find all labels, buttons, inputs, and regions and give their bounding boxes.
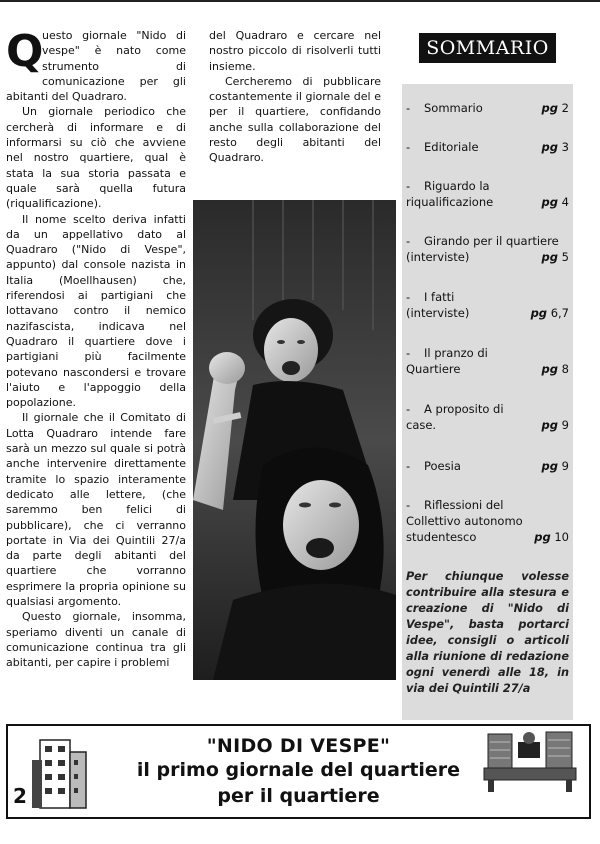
toc-dash: -	[406, 140, 411, 154]
toc-page-num: 9	[561, 459, 569, 473]
office-desk-icon	[480, 728, 580, 794]
toc-label: Riflessioni del	[424, 498, 504, 512]
toc-pg: pg	[541, 101, 559, 115]
toc-dash: -	[406, 290, 411, 304]
toc-page-num: 10	[554, 530, 569, 544]
article-column-left	[6, 28, 186, 670]
page-top-rule	[0, 0, 600, 2]
banner-subtitle-2: per il quartiere	[217, 785, 380, 807]
article-paragraph-4: Il giornale che il Comitato di Lotta Quadraro intende fare sarà un mezzo sul quale si potrà anche intervenire direttamente tramite lo spazio interamente dedicato alle lettere, (che saremmo ben felici di pubblicare), che ci verranno portate in Via dei Quintili 27/a da parte degli abitanti del quartiere che vorranno esprimere la propria opinione su qualsiasi argomento.	[6, 411, 186, 608]
toc-pg: pg	[541, 195, 559, 209]
toc-item	[402, 100, 573, 116]
toc-pg: pg	[541, 459, 559, 473]
protest-photo-image	[193, 200, 396, 680]
toc-item	[402, 458, 573, 474]
toc-label: Sommario	[424, 101, 483, 115]
toc-dash: -	[406, 234, 411, 248]
toc-item	[402, 345, 573, 377]
toc-label: Girando per il quartiere	[424, 234, 559, 248]
toc-dash: -	[406, 101, 411, 115]
toc-page-num: 5	[561, 250, 569, 264]
toc-label: A proposito di	[424, 402, 504, 416]
bottom-banner	[6, 724, 591, 819]
article-paragraph-3: Il nome scelto deriva infatti da un appellativo dato al Quadraro ("Nido di Vespe", appunto) dal console nazista in Italia (Moellhausen) che, riferendosi ai partigiani che lottavano contro il nemico nazifascista, indicava nel Quadraro il quartiere dove i partigiani più facilmente potevano nascondersi e trovare l'aiuto e l'appoggio della popolazione.	[6, 212, 186, 410]
toc-page-num: 3	[561, 140, 569, 154]
toc-label-2: Quartiere	[406, 362, 461, 376]
article-paragraph-5-continued: del Quadraro e cercare nel nostro piccolo di risolverli tutti insieme.	[209, 29, 381, 73]
toc-dash: -	[406, 459, 411, 473]
toc-label: I fatti	[424, 290, 455, 304]
toc-label: Editoriale	[424, 140, 479, 154]
article-column-middle	[209, 28, 381, 166]
toc-dash: -	[406, 402, 411, 416]
toc-page-num: 8	[561, 362, 569, 376]
article-paragraph-1: uesto giornale "Nido di vespe" è nato come strumento di comunicazione per gli abitanti del Quadraro.	[6, 29, 186, 104]
toc-item	[402, 289, 573, 321]
toc-page-num: 6,7	[550, 306, 569, 320]
toc-pg: pg	[541, 140, 559, 154]
article-paragraph-2: Un giornale periodico che cercherà di informare e di informarsi su ciò che avviene nel nostro quartiere, qual è stata la sua storia passata e quale sarà quella futura (riqualificazione).	[6, 105, 186, 211]
toc-dash: -	[406, 498, 411, 512]
toc-item	[402, 139, 573, 155]
toc-pg: pg	[534, 530, 551, 544]
toc-page-num: 9	[561, 418, 569, 432]
toc-item	[402, 178, 573, 210]
toc-pg: pg	[541, 250, 559, 264]
toc-item	[402, 401, 573, 433]
toc-label-2: riqualificazione	[406, 195, 494, 209]
toc-item	[402, 233, 573, 265]
toc-page-num: 2	[561, 101, 569, 115]
toc-pg: pg	[530, 306, 548, 320]
toc-dash: -	[406, 346, 411, 360]
toc-pg: pg	[541, 362, 559, 376]
toc-label-2: (interviste)	[406, 250, 470, 264]
banner-title: "NIDO DI VESPE"	[206, 735, 391, 757]
drop-cap: Q	[6, 26, 44, 77]
contribute-blurb: Per chiunque volesse contribuire alla stesura e creazione di "Nido di Vespe", basta portarci idee, consigli o articoli alla riunione di redazione ogni venerdì alle 18, in via dei Quintili 27/a	[406, 570, 569, 695]
toc-page-num: 4	[561, 195, 569, 209]
page-number: 2	[13, 784, 27, 808]
toc-label: Il pranzo di	[424, 346, 488, 360]
article-paragraph-6: Cercheremo di pubblicare costantemente il giornale del e per il quartiere, confidando anche sulla collaborazione del resto degli abitanti del Quadraro.	[209, 74, 381, 165]
article-paragraph-5: Questo giornale, insomma, speriamo diventi un canale di comunicazione continua tra gli abitanti, per capire i problemi	[6, 610, 186, 670]
sommario-title: SOMMARIO	[419, 33, 556, 63]
toc-label: Riguardo la	[424, 179, 490, 193]
toc-label-2: case.	[406, 418, 437, 432]
toc-label-2: Collettivo autonomo	[406, 514, 523, 528]
toc-label-2: (interviste)	[406, 306, 470, 320]
toc-label: Poesia	[424, 459, 461, 473]
toc-label-3: studentesco	[406, 530, 477, 544]
toc-item	[402, 497, 573, 545]
protest-photo	[193, 200, 396, 680]
banner-subtitle: il primo giornale del quartiere	[136, 759, 461, 781]
toc-dash: -	[406, 179, 411, 193]
toc-pg: pg	[541, 418, 559, 432]
